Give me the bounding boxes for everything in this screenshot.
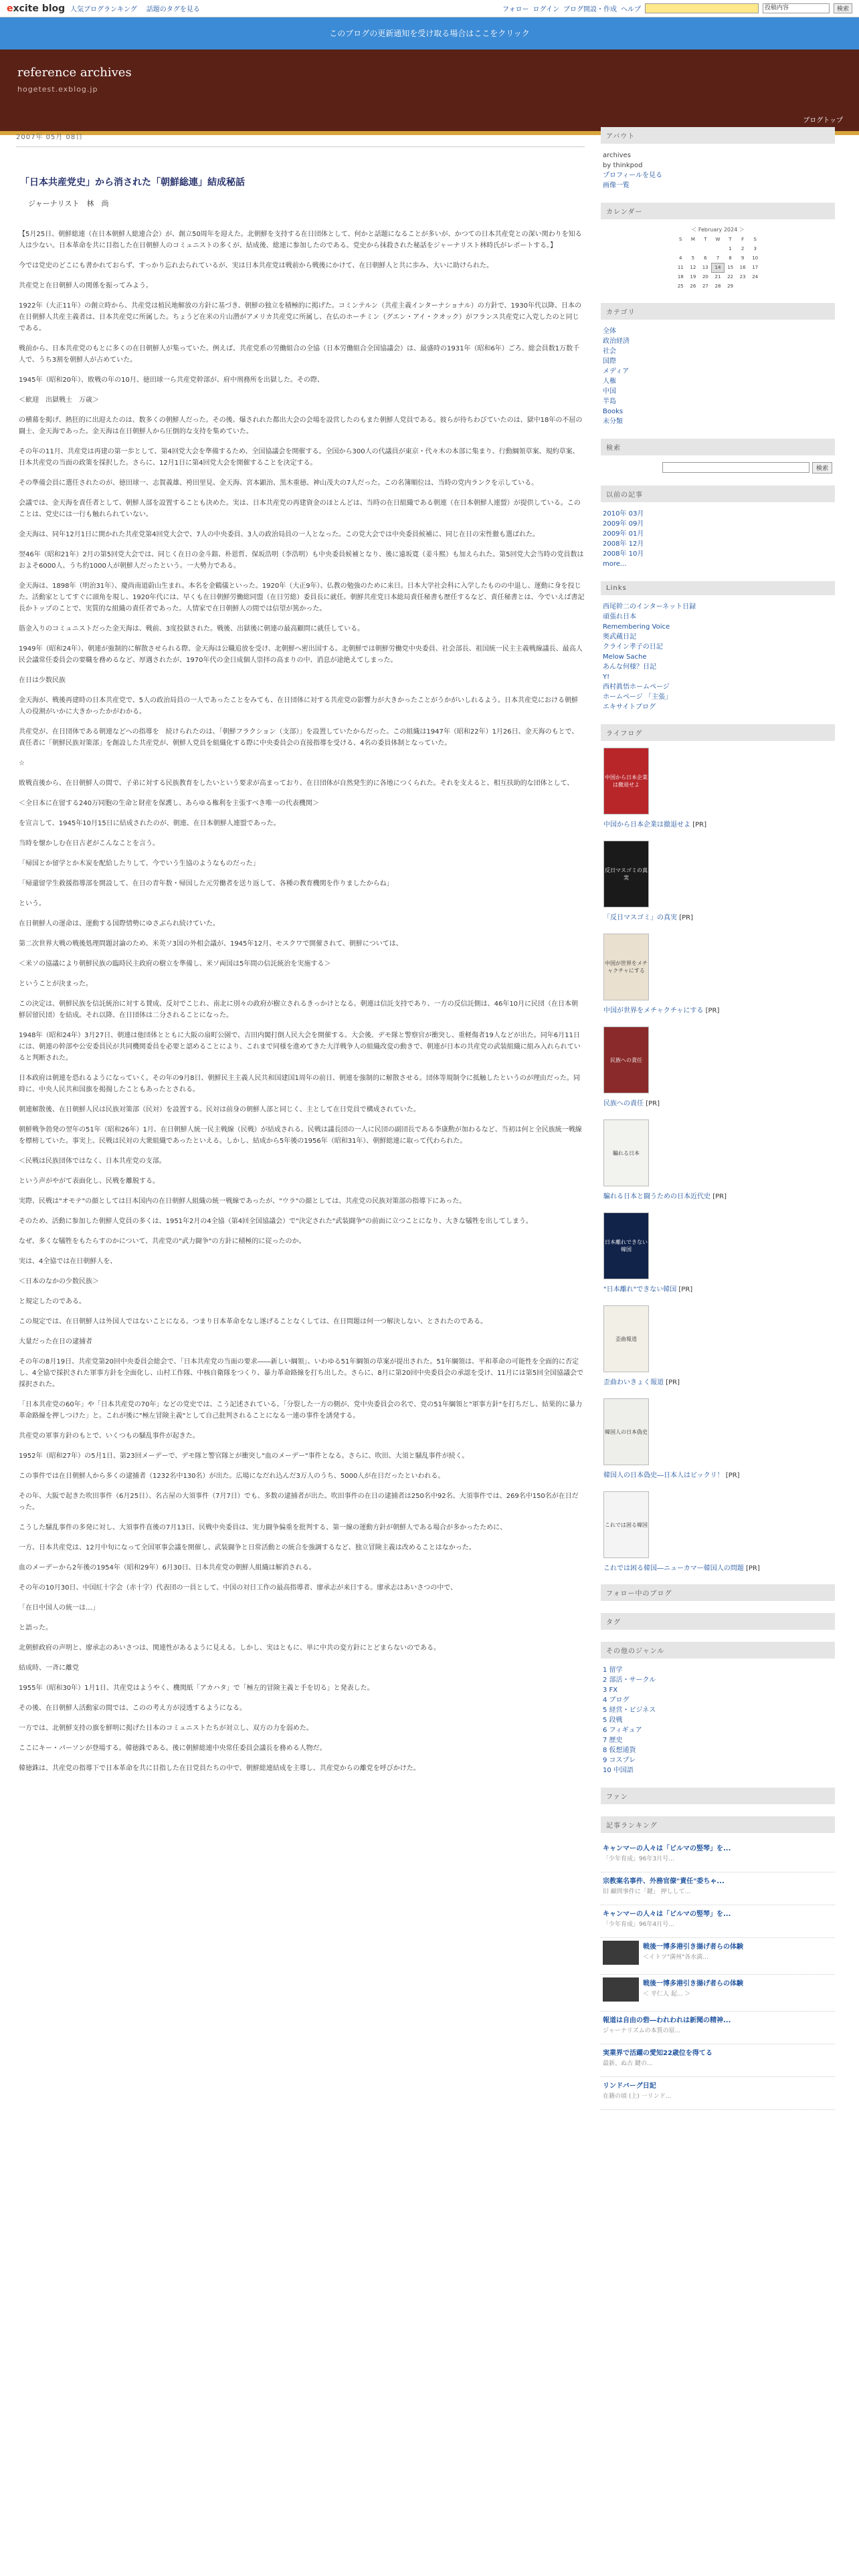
calendar-day[interactable]: 5 [691,255,695,261]
external-link[interactable]: 西尾幹二のインターネット日録 [603,603,696,611]
category-link[interactable]: 人権 [603,378,616,385]
post-paragraph: 1952年（昭和27年）の5月1日、第23回メーデーで、デモ隊と警官隊とが衝突し"血のメーデー"事件となる。さらに、吹田、大須と騒乱事件が続く。 [19,1453,469,1460]
post-paragraph: 韓徳銖は、共産党の指導下で日本革命を共に目指した在日党員たちの中で、朝鮮総連結成を主導し、共産党からの離党を呼びかけた。 [19,1765,420,1772]
post-paragraph: ＜日本のなかの少数民族＞ [19,1278,99,1285]
calendar-day[interactable]: 4 [679,255,682,261]
post-paragraph: の横幕を掲げ、熱狂的に出迎えたのは、数多くの朝鮮人だった。その後、爆されれた都出大会の会場を設営したのもまた朝鮮人党員である。彼らが待ちわびていたのは、獄中18年の不屈の闘士、金天海であった。金天海は在日朝鮮人から圧倒的な支持を集めていた。 [19,417,583,435]
category-link[interactable]: メディア [603,368,630,375]
category-link[interactable]: 国際 [603,358,616,365]
post-paragraph: 【5月25日、朝鮮総連（在日本朝鮮人総連合会）が、創立50周年を迎えた。北朝鮮を支持する在日団体として、何かと話題になることが多いが、かつての日本共産党との深い関わりを知る人は少ない。日本革命を共に目指した在日朝鮮人のコミュニストの多くが、結成後、総連に参加したのである。党史から抹殺された秘話をジャーナリスト林時氏がレポートする。】 [19,231,582,249]
ranking-thumbnail[interactable] [603,1977,639,2002]
external-link[interactable]: Melow Sache [603,653,647,661]
lifelog-section [601,724,835,1572]
genre-link[interactable]: 8 仮想通貨 [603,1747,636,1754]
post-paragraph: 血のメーデーから2年後の1954年（昭和29年）6月30日、日本共産党の朝鮮人組織は解消される。 [19,1564,316,1572]
post-paragraph: 朝連解散後、在日朝鮮人民は民族対策部（民対）を設置する。民対は前身の朝鮮人部と同じく、主として在日党員で構成されていた。 [19,1106,420,1113]
sidebar-search-button[interactable]: 検索 [812,462,832,473]
post-paragraph: という声がやがて表面化し、民戦を離脱する。 [19,1178,159,1185]
topbar-help[interactable]: ヘルプ [620,6,641,13]
archive-link[interactable]: 2009年 09月 [603,520,644,528]
post-paragraph: その年の11月、共産党は再建の第一歩として、第4回党大会を準備するため、全国協議会を開催する。全国から300人の代議員が東京・代々木の本部に集まり、行動綱領草案、規約草案、日本共産党の当面の政策を採択した。さらに、12月1日に第4回党大会を開催することを決定する。 [19,448,579,467]
book-cover-image[interactable]: 歪曲報道 [603,1305,649,1372]
post-paragraph: 金天海が、戦後再建時の日本共産党で、5人の政治局員の一人であったことをみても、在日団体に対する共産党の影響力が大きかったことがうかがいしれるよう。日本共産党における朝鮮人の役割がいかに大きかったかがわかる。 [19,697,579,716]
post-paragraph: と語った。 [19,1624,52,1632]
calendar-day[interactable]: 19 [690,274,696,280]
external-link[interactable]: 頑張れ日本 [603,613,636,621]
calendar-day[interactable]: 27 [702,284,708,289]
post-paragraph: 筋金入りのコミュニストだった金天海は、戦前、3度投獄された。戦後、出獄後に朝連の最高顧問に就任している。 [19,625,365,633]
archive-link[interactable]: more... [603,560,627,568]
calendar-day[interactable]: 22 [727,274,733,280]
post-paragraph: 大量だった在日の逮捕者 [19,1338,92,1346]
ranking-thumbnail[interactable] [603,1941,639,1965]
post-paragraph: この事件では在日朝鮮人から多くの逮捕者（1232名中130名）が出た。広場になだれ込んだ3万人のうち、5000人が在日だったといわれる。 [19,1473,445,1480]
external-link[interactable]: ホームページ 「主張」 [603,693,672,701]
post-paragraph: 会議では、金天海を責任者として、朝鮮人部を設置することも決めた。実は、日本共産党の再建資金のほとんどは、当時の在日組織である朝連（在日本朝鮮人連盟）が提供している。このことは、党史には一行も触れられていない。 [19,500,581,518]
post-paragraph: 敗戦直後から、在日朝鮮人の間で、子弟に対する民族教育をしたいという要求が高まっており、在日団体が自然発生的に各地につくられた。それを支えると、相互扶助的な団体として、 [19,780,574,787]
lifelog-book [603,1305,835,1386]
post-paragraph: 翌46年（昭和21年）2月の第5回党大会では、同じく在日の金斗鎔、朴恩哲、保坂浩明（李浩明）も中央委員候補となり、後に遠坂寛（姜斗熙）も加えられた。第5回党大会当時の党員数はおよそ6000人、うち約1000人が朝鮮人だったという。一大勢力である。 [19,551,584,570]
topbar-search-select[interactable]: 投稿内容 [763,3,830,13]
ranking-row [603,1842,833,1862]
lifelog-book [603,934,835,1014]
post-paragraph: 実は、4全協では在日朝鮮人を、 [19,1258,117,1265]
post-paragraph: 共産党が、在日団体である朝連などへの指導を 続けられたのは、「朝鮮フラクション（支部）」を設置していたからだった。この組織は1947年（昭和22年）1月26日、金天海のもとで、責任者に「朝鮮民族対策部」を創設した共産党が、朝鮮人党員を組織化する際に中央委員会の直接指導を受ける、4名の委員体制となっていた。 [19,728,579,747]
genre-link[interactable]: 4 ブログ [603,1697,630,1704]
book-cover-image[interactable]: 日本離れできない韓国 [603,1212,649,1279]
calendar [674,226,761,291]
ranking-item [601,2077,835,2110]
book-cover-image[interactable]: 中国が世界をメチャクチャにする [603,934,649,1000]
book-title-link[interactable]: 中国から日本企業は撤退せよ [603,821,690,829]
post-paragraph: この規定では、在日朝鮮人は外国人ではないことになる。つまり日本革命をなし遂げることなくしては、在日問題は何一つ解決しない、とされたのである。 [19,1318,487,1325]
post-paragraph: 共産党の軍事方針のもとで、いくつもの騒乱事件が起きた。 [19,1432,199,1440]
post-paragraph: ＜米ソの協議により朝鮮民族の臨時民主政府の樹立を準備し、米ソ両国は5年間の信託統治を実施する＞ [19,960,331,968]
about-author: by thinkpod [603,162,643,169]
category-section [601,303,835,427]
fan-section [601,1788,835,1804]
calendar-day[interactable]: 21 [714,274,721,280]
external-link[interactable]: 西村眞悟ホームページ [603,683,670,691]
genre-link[interactable]: 6 フィギュア [603,1727,642,1734]
about-section [601,127,835,191]
book-pr[interactable]: [PR] [705,1007,720,1014]
book-title-link[interactable]: 韓国人の日本偽史―日本人はビックリ！ [603,1472,724,1479]
ranking-title-link[interactable]: 戦後一博多港引き揚げ者らの体験 [643,1943,743,1951]
search-heading: 検索 [601,439,835,455]
post-paragraph: ＜歓迎 出獄戦士 万歳＞ [19,397,99,404]
about-name: archives [603,152,631,159]
post-paragraph: 1922年（大正11年）の創立時から、共産党は植民地解放の方針に基づき、朝鮮の独立を積極的に掲げた。コミンテルン（共産主義インターナショナル）の方針で、1930年代以降、日本の在日朝鮮人共産主義者は、日本共産党に所属した。ちょうど在米の片山潜がアメリカ共産党に所属し、在仏のホーチミン（グエン・アイ・クオック）がフランス共産党に入党したのと同じである。 [19,302,581,332]
category-link[interactable]: Books [603,408,624,415]
calendar-day[interactable]: 18 [677,274,684,280]
calendar-day[interactable]: 25 [677,284,684,289]
calendar-day[interactable]: 12 [690,265,696,270]
book-title-link[interactable]: 「反日マスゴミ」の真実 [603,914,677,922]
lifelog-heading: ライフログ [601,724,835,741]
genre-link[interactable]: 2 部活・サークル [603,1677,656,1684]
blog-top-link[interactable]: ブログトップ [803,117,843,124]
blog-url: hogetest.exblog.jp [17,85,98,94]
calendar-weekday: F [741,237,745,242]
post-paragraph: 今では党史のどこにも書かれておらず、すっかり忘れ去られているが、実は日本共産党は戦前から戦後にかけて、在日朝鮮人と共に歩み、大いに助けられた。 [19,262,493,270]
post-paragraph: 金天海は、1898年（明治31年）、慶尚南道蔚山生まれ。本名を金鶴儀といった。1920年（大正9年）、仏教の勉強のために来日。日本大学社会科に入学したものの中退し、運動に身を投じた。活動家としてすぐに頭角を現し、1920年代には、早くも在日朝鮮労働総同盟（在日労総）委員長に就任。朝鮮共産党日本総局責任秘書も歴任するなど、責任秘書とは、今でいえば書記長かトップのことで、実質的な組織の責任者であった。人情家で在日朝鮮人の間では信望が篤かった。 [19,582,585,613]
post-paragraph: その後、在日朝鮮人活動家の間では、このの考え方が浸透するようになる。 [19,1705,246,1712]
calendar-section [601,203,835,291]
book-cover-image[interactable]: これでは困る韓国 [603,1491,649,1558]
tag-heading: タグ [601,1613,835,1630]
book-title [603,1190,835,1200]
book-pr[interactable]: [PR] [746,1565,760,1572]
lifelog-book [603,1119,835,1200]
calendar-weekday: S [753,237,757,242]
post-paragraph: 戦前から、日本共産党のもとに多くの在日朝鮮人が集っていた。例えば、共産党系の労働組合の全協（日本労働組合全国協議会）は、最盛時の1931年（昭和6年）ごろ、総会員数1万数千人で、うち3割を朝鮮人が占めていた。 [19,345,580,364]
post-paragraph: 当時を懐かしむ在日古老がこんなことを言う。 [19,840,159,847]
book-title-link[interactable]: 騙れる日本と闘うための日本近代史 [603,1193,710,1200]
post-paragraph: 在日は少数民族 [19,677,66,684]
post-paragraph: その準備会員に選任されたのが、徳田球一、志賀義雄、袴田里見、金天海、宮本顕治、黒木重徳、神山茂夫の7人だった。この名簿順位は、当時の党内ランクを示している。 [19,479,539,487]
calendar-weekday: T [704,237,707,242]
post-paragraph: なぜ、多くな犠牲をもたらすのかについて、共産党の"武力闘争"の方針に積極的に従ったのか。 [19,1238,306,1245]
calendar-day[interactable]: 15 [727,265,734,270]
archives-section [601,486,835,569]
post-paragraph: ＜全日本に在留する240万同胞の生命と財産を保護し、あらゆる権利を主張すべき唯一の代表機関＞ [19,800,319,807]
post-paragraph: 金天海は、同年12月1日に開かれた共産党第4回党大会で、7人の中央委員、3人の政治局員の一人となった。この党大会では中央委員候補に、同じ在日の宋性徹も選ばれた。 [19,531,539,538]
ranking-excerpt: ＜イトツ"満州"各水満... [643,1954,708,1961]
book-pr[interactable]: [PR] [712,1193,727,1200]
ranking-excerpt: 「少年育成」96年4月号... [603,1921,674,1928]
genre-section [601,1642,835,1776]
category-heading: カテゴリ [601,303,835,320]
post-paragraph: 朝鮮戦争勃発の翌年の51年（昭和26年）1月、在日朝鮮人統一民主戦線（民戦）が結成される。民戦は議長団の一人に民団の副団長である李康勲が加わるなど、当初は何と全民族統一戦線を標榜していた。事実上、民戦は民対の大衆組織であったといえる。しかし、結成から5年後の1956年（昭和31年）、朝鮮総連に取って代わられた。 [19,1126,582,1145]
ranking-heading: 記事ランキング [601,1816,835,1833]
category-link[interactable]: 中国 [603,388,616,395]
book-title [603,1283,835,1293]
calendar-day[interactable]: 6 [704,255,707,261]
post-paragraph: その年、大阪で起きた吹田事件（6月25日）、名古屋の大須事件（7月7日）でも、多数の逮捕者が出た。吹田事件の在日の逮捕者は250名中92名、大須事件では、269名中150名が在日だった。 [19,1493,579,1511]
calendar-day[interactable]: 3 [753,246,757,251]
external-link[interactable]: クライン孝子の日記 [603,643,663,651]
sidebar [601,127,835,2122]
post-title[interactable]: 「日本共産党史」から消された「朝鮮総連」結成秘話 [20,177,245,188]
blog-title[interactable]: reference archives [17,66,132,80]
archive-link[interactable]: 2008年 10月 [603,550,644,558]
calendar-day[interactable]: 16 [739,265,746,270]
topbar-create-blog[interactable]: ブログ開設・作成 [563,6,617,13]
ranking-row [603,1941,833,1965]
images-link[interactable]: 画像一覧 [603,182,630,189]
links-section [601,581,835,712]
search-section [601,439,835,473]
calendar-day[interactable]: 9 [741,255,745,261]
lifelog-book [603,1212,835,1293]
excite-logo[interactable]: excite blog [7,3,66,14]
book-cover-image[interactable]: 韓国人の日本偽史 [603,1398,649,1465]
ranking-item [601,1840,835,1872]
calendar-grid [674,235,761,291]
post-body [16,229,585,1774]
post-paragraph: そのため、活動に参加した朝鮮人党員の多くは、1951年2月の4全協（第4回全国協議会）で"決定された"武装闘争"の前面に立つことになり、大きな犠牲を出してしまう。 [19,1218,533,1225]
calendar-day [699,244,712,253]
topbar-link-tags[interactable]: 話題のタグを見る [146,6,200,13]
book-cover-image[interactable]: 反日マスゴミの真実 [603,841,649,907]
genre-link[interactable]: 1 留学 [603,1667,623,1674]
calendar-day[interactable]: 8 [729,255,732,261]
calendar-title[interactable]: ＜ February 2024 ＞ [691,227,745,233]
post-paragraph: 結成時、一斉に離党 [19,1665,79,1672]
category-link[interactable]: 未分類 [603,418,623,425]
post-paragraph: を宣言して、1945年10月15日に結成されたのが、朝連、在日本朝鮮人連盟であった。 [19,820,280,827]
post-paragraph: 1948年（昭和24年）3月27日、朝連は他団体とともに大阪の扇町公園で、吉田内閣打倒人民大会を開催する。大会後、デモ隊と警察官が衝突し、重軽傷者19人などが出た。同年6月11日には、朝連の幹部や公安委員民が共同機関委員を必要と認めることにより、これまで同様を進めてきた大洋戦争人の組織改変の動きで、朝連が日本の共産党の武装組織に組み入れられていると判断された。 [19,1032,581,1062]
sidebar-search-input[interactable] [662,462,809,473]
external-link[interactable]: 奥武蔵日記 [603,633,636,641]
post-paragraph: 「帰国とか留学とか木炭を配給したりして、今でいう生協のようなものだった」 [19,860,260,867]
calendar-day[interactable]: 10 [752,255,759,261]
profile-link[interactable]: プロフィールを見る [603,172,662,179]
ranking-title-link[interactable]: 戦後一博多港引き揚げ者らの体験 [643,1980,743,1988]
fan-heading: ファン [601,1788,835,1804]
about-heading: アバウト [601,127,835,144]
ranking-excerpt: ＜ 平仁人 起... ＞ [643,1991,691,1998]
post-date: 2007年 05月 08日 [16,134,84,141]
calendar-day[interactable]: 23 [739,274,746,280]
book-title-link[interactable]: これでは困る韓国―ニューカマー韓国人の問題 [603,1565,744,1572]
lifelog-book [603,748,835,829]
genre-link[interactable]: 5 経営・ビジネス [603,1707,656,1714]
archive-link[interactable]: 2010年 03月 [603,510,644,518]
calendar-day [737,282,749,291]
genre-link[interactable]: 10 中国語 [603,1767,634,1774]
ranking-item [601,1905,835,1938]
book-title-link[interactable]: 中国が世界をメチャクチャにする [603,1007,704,1014]
ranking-item [601,1872,835,1905]
ranking-title-link[interactable]: 報道は自由の砦―われわれは新聞の精神... [603,2017,731,2024]
book-pr[interactable]: [PR] [725,1472,740,1479]
calendar-day[interactable]: 26 [690,284,696,289]
post-paragraph: 1955年（昭和30年）1月1日、共産党はようやく、機関紙「アカハタ」で「極左的冒険主義と手を切る」と発表した。 [19,1685,374,1692]
ranking-title-link[interactable]: リンドバーグ日記 [603,2082,656,2090]
calendar-day[interactable]: 14 [712,263,725,272]
ranking-row [603,1875,833,1895]
divider [16,146,585,147]
ranking-excerpt: ジャーナリズムの本質の原... [603,2028,681,2034]
post-paragraph: という。 [19,900,45,907]
calendar-day [687,244,700,253]
blog-header [0,49,859,131]
follow-section [601,1584,835,1601]
calendar-day [712,244,725,253]
category-link[interactable]: 半島 [603,398,616,405]
calendar-day[interactable]: 28 [714,284,721,289]
topbar-link-ranking[interactable]: 人気ブログランキング [70,6,137,13]
genre-link[interactable]: 3 FX [603,1687,618,1694]
post-paragraph: ということが決まった。 [19,980,92,988]
ranking-title-link[interactable]: キャンマーの人々は「ビルマの竪琴」を... [603,1911,731,1918]
external-link[interactable]: Y! [603,673,610,681]
calendar-weekday: M [690,237,695,242]
book-cover-image[interactable]: 民族への責任 [603,1027,649,1093]
ranking-item [601,2012,835,2044]
main-column [16,127,585,1783]
external-link[interactable]: あんな何様？日記 [603,663,656,671]
category-link[interactable]: 全体 [603,328,616,335]
post-paragraph: ☆ [19,760,25,767]
lifelog-book [603,1398,835,1479]
post-paragraph: 在日朝鮮人の運命は、運動する国際情勢にゆさぶられ続けていた。 [19,920,219,928]
post-author: ジャーナリスト 林 尚 [28,199,109,208]
ranking-row [603,2080,833,2100]
post-paragraph: 実際、民戦は"オモテ"の顔としては日本国内の在日朝鮮人組織の統一戦線であったが、"ウラ"の顔としては、共産党の民族対策部の指導下にあった。 [19,1198,466,1205]
post-paragraph: ＜民戦は民族団体ではなく、日本共産党の支部。 [19,1158,166,1165]
ranking-item [601,1975,835,2012]
post-paragraph: 「在日中国人の統一は…」 [19,1604,99,1612]
ranking-excerpt: 旧 顧問事件に「鍵」 押しして... [603,1889,691,1895]
ranking-row [603,2014,833,2034]
calendar-day[interactable]: 13 [702,265,708,270]
topbar-search-button[interactable]: 検索 [834,3,852,13]
calendar-day[interactable]: 17 [752,265,759,270]
book-title [603,1097,835,1107]
topbar-login[interactable]: ログイン [533,6,559,13]
post-paragraph: 第二次世界大戦の戦後処理問題討論のため、米英ソ3国の外相会議が、1945年12月、モスクワで開催されて、朝鮮については、 [19,940,403,948]
ranking-section [601,1816,835,2110]
calendar-day [674,244,687,253]
post-paragraph: 北朝鮮政府の声明と、廖承志のあいさつは、関連性があるように見える。しかし、実はともに、単に中共の変方針にとどまらないのである。 [19,1644,440,1652]
calendar-day[interactable]: 7 [716,255,720,261]
post-paragraph: 一方、日本共産党は、12月中旬になって全国軍事会議を開催し、武装闘争と日常活動との統合を強調するなど、独立冒険主義は改めることはなかった。 [19,1544,476,1551]
post-paragraph: こうした騒乱事件の多発に対し、大須事件直後の7月13日、民戦中央委員は、実力闘争偏重を批判する、第一線の運動方針が朝鮮人である場合が多かったために、 [19,1524,507,1531]
post-paragraph: この決定は、朝鮮民族を信託統治に対する賛成、反対でこじれ、南北に別々の政府が樹立されるきっかけとなる。朝連は信託支持であり、一方の反信託側は、46年10月に民団（在日本朝鮮居留民団）を結成。それ以降、在日団体は二分されることになった。 [19,1000,579,1019]
genre-link[interactable]: 7 歴史 [603,1737,623,1744]
book-cover-image[interactable]: 中国から日本企業は撤退せよ [603,748,649,815]
post-paragraph: 一方では、北朝鮮支持の旗を鮮明に掲げた日本のコミュニストたちが対立し、双方の力を弱めた。 [19,1725,313,1732]
ranking-row [603,1908,833,1928]
book-cover-image[interactable]: 騙れる日本 [603,1119,649,1186]
ranking-item [601,2044,835,2077]
excite-topbar [0,0,859,17]
topbar-search-input[interactable] [645,3,759,13]
post-paragraph: 1949年（昭和24年）、朝連が強制的に解散させられる際、金天海は公職追放を受け、北朝鮮へ密出国する。北朝鮮では朝鮮労働党中央委員、社会部長、祖国統一民主主義戦線議長、最高人民会議常任委員会の要職を務めるなど、厚遇されたが、1970年代の金日成個人崇拝の高まりの中、消息が途絶えてしまった。 [19,645,583,664]
lifelog-book [603,841,835,922]
post-paragraph: 日本政府は朝連を恐れるようになっていく。その年の9月8日、朝鮮民主主義人民共和国建国1周年の前日、朝連を強制的に解散させる。団体等規制令に抵触したというのが理由だった。同時に、中央人民共和国旗を掲揚したこともあったとされる。 [19,1075,580,1093]
genre-link[interactable]: 5 段戦 [603,1717,623,1724]
external-link[interactable]: Remembering Voice [603,623,670,631]
calendar-weekday: W [715,237,721,242]
ranking-item [601,1938,835,1975]
ranking-title-link[interactable]: キャンマーの人々は「ビルマの竪琴」を... [603,1845,731,1852]
ranking-row [603,2047,833,2067]
archive-link[interactable]: 2008年 12月 [603,540,644,548]
ranking-title-link[interactable]: 実業界で活躍の愛知22歳位を得てる [603,2050,712,2057]
calendar-day[interactable]: 2 [741,246,745,251]
genre-link[interactable]: 9 コスプレ [603,1757,636,1764]
book-pr[interactable]: [PR] [678,1286,693,1293]
calendar-day[interactable]: 29 [727,284,733,289]
ranking-title-link[interactable]: 宗教案名事件、外務官僚"責任"委ちゃ... [603,1878,725,1885]
book-title [603,1004,835,1014]
book-title [603,1376,835,1386]
category-link[interactable]: 政治経済 [603,338,630,345]
book-pr[interactable]: [PR] [692,821,706,829]
lifelog-book [603,1491,835,1572]
tag-section [601,1613,835,1630]
post-paragraph: と規定したのである。 [19,1298,86,1305]
calendar-weekday: T [729,237,732,242]
post-paragraph: 「日本共産党の60年」や「日本共産党の70年」などの党史では、こう記述されている。「分裂した一方の側が、党中央委員会の名で、党の51年綱領と"軍事方針"を打ちだし、結果的に暴力革命路線を押しつけた」と。これが後に"極左冒険主義"として自己批判されることになる一連の事件を誘発する。 [19,1401,583,1420]
calendar-heading: カレンダー [601,203,835,219]
ranking-excerpt: 「少年育成」96年3月号... [603,1856,674,1862]
post-paragraph: 「帰還留学生救援指導部を開設して、在日の青年数・帰国した元労働者を送り返して、各種の教育機関を作りましたからね」 [19,880,393,887]
archives-heading: 以前の記事 [601,486,835,502]
book-title [603,1562,835,1572]
post-paragraph: 1945年（昭和20年）、敗戦の年の10月、徳田球一ら共産党幹部が、府中刑務所を出獄した。その際、 [19,377,324,384]
ranking-excerpt: 在籍の頃 (上) 一リンド... [603,2093,672,2100]
calendar-day[interactable]: 1 [729,246,732,251]
book-pr[interactable]: [PR] [679,914,693,922]
book-pr[interactable]: [PR] [666,1379,680,1386]
calendar-day[interactable]: 24 [752,274,759,280]
book-title-link[interactable]: 歪曲わいきょく報道 [603,1379,664,1386]
links-heading: Links [601,581,835,595]
book-pr[interactable]: [PR] [646,1100,660,1107]
post-paragraph: 共産党と在日朝鮮人の関係を振ってみよう。 [19,282,153,290]
calendar-day[interactable]: 20 [702,274,708,280]
update-notify-bar[interactable]: このブログの更新通知を受け取る場合はここをクリック [0,17,859,49]
book-title-link[interactable]: "日本離れ"できない韓国 [603,1286,677,1293]
ranking-excerpt: 最新、ぬ古 鍵の... [603,2060,653,2067]
archive-link[interactable]: 2009年 01月 [603,530,644,538]
ranking-row [603,1977,833,2002]
post-paragraph: その年の10月30日、中国紅十字会（赤十字）代表団の一員として、中国の対日工作の最高指導者、廖承志が来日する。廖承志はあいさつの中で、 [19,1584,458,1592]
lifelog-book [603,1027,835,1107]
book-title [603,911,835,922]
external-link[interactable]: エキサイトブログ [603,704,656,711]
post-paragraph: その年の8月19日、共産党第20回中央委員会総会で、「日本共産党の当面の要求――新しい綱領」、いわゆる51年綱領の草案が提出された。51年綱領は、平和革命の可能性を全面的に否定し、4全協で採択された軍事方針を全面化し、山村工作隊、中核自衛隊をつくり、暴力革命路線を打ち出した。さらに、8月に第20回中央委員会の承認を受け、11月には第5回全国協議会で採択された。 [19,1358,584,1388]
calendar-weekday: S [679,237,682,242]
book-title [603,819,835,829]
book-title [603,1469,835,1479]
category-link[interactable]: 社会 [603,348,616,355]
calendar-day[interactable]: 11 [677,265,684,270]
follow-heading: フォロー中のブログ [601,1584,835,1601]
calendar-day [749,282,761,291]
genre-heading: その他のジャンル [601,1642,835,1658]
post-paragraph: ここにキー・パーソンが登場する。韓徳銖である。後に朝鮮総連中央常任委員会議長を務める人物だ。 [19,1745,326,1752]
topbar-follow[interactable]: フォロー [502,6,529,13]
book-title-link[interactable]: 民族への責任 [603,1100,644,1107]
